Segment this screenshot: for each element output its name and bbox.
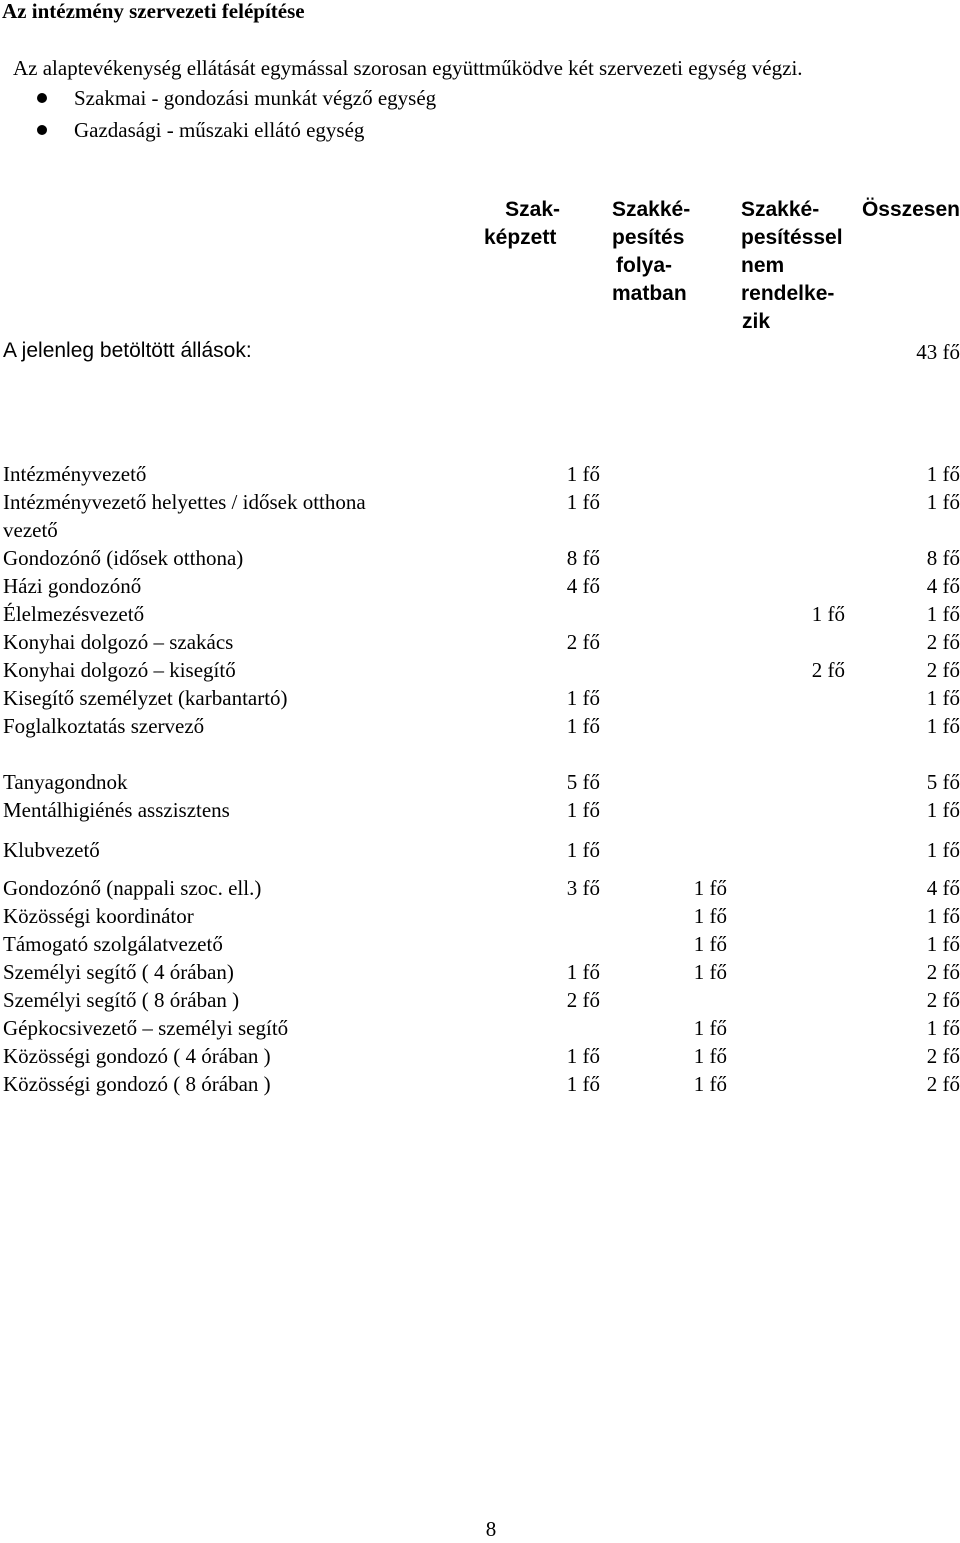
table-row	[0, 600, 960, 628]
table-row	[0, 572, 960, 600]
qualified-count: 1 fő	[566, 1072, 600, 1096]
total-count: 1 fő	[926, 602, 960, 626]
position-label: Közösségi gondozó ( 4 órában )	[3, 1044, 271, 1068]
qualified-count: 1 fő	[566, 714, 600, 738]
position-label: Intézményvezető	[3, 462, 147, 486]
position-label: Klubvezető	[3, 838, 100, 862]
header-line: pesítés	[612, 226, 685, 249]
table-row	[0, 1070, 960, 1098]
header-line: Összesen	[861, 198, 960, 221]
table-row	[0, 768, 960, 796]
table-row	[0, 958, 960, 986]
header-line: nem	[741, 254, 785, 277]
total-count: 2 fő	[926, 630, 960, 654]
table-row	[0, 796, 960, 824]
total-count: 1 fő	[926, 904, 960, 928]
position-label: Élelmezésvezető	[3, 602, 145, 626]
in-training-count: 1 fő	[693, 904, 727, 928]
qualified-count: 5 fő	[566, 770, 600, 794]
total-count: 2 fő	[926, 1072, 960, 1096]
qualified-count: 3 fő	[566, 876, 600, 900]
qualified-count: 1 fő	[566, 462, 600, 486]
total-count: 2 fő	[926, 960, 960, 984]
header-line: képzett	[484, 226, 557, 249]
filled-positions-total: 43 fő	[916, 340, 960, 364]
qualified-count: 2 fő	[566, 630, 600, 654]
table-row	[0, 1042, 960, 1070]
in-training-count: 1 fő	[693, 1072, 727, 1096]
header-line: folya-	[616, 254, 673, 277]
total-count: 2 fő	[926, 988, 960, 1012]
position-label: Gondozónő (nappali szoc. ell.)	[3, 876, 262, 900]
table-row	[0, 1014, 960, 1042]
position-label: Intézményvezető helyettes / idősek otthona	[3, 490, 366, 514]
total-count: 1 fő	[926, 838, 960, 862]
position-label: Személyi segítő ( 8 órában )	[3, 988, 240, 1012]
position-label: Gépkocsivezető – személyi segítő	[3, 1016, 289, 1040]
table-row	[0, 712, 960, 740]
position-label: Tanyagondnok	[3, 770, 128, 794]
table-row	[0, 516, 960, 544]
total-count: 2 fő	[926, 1044, 960, 1068]
position-label: Közösségi koordinátor	[3, 904, 194, 928]
table-row	[0, 902, 960, 930]
filled-positions-label: A jelenleg betöltött állások:	[3, 339, 252, 362]
position-label: Házi gondozónő	[3, 574, 142, 598]
table-row	[0, 986, 960, 1014]
page-title: Az intézmény szervezeti felépítése	[2, 0, 305, 23]
unqualified-count: 2 fő	[811, 658, 845, 682]
qualified-count: 1 fő	[566, 798, 600, 822]
list-item-text: Gazdasági - műszaki ellátó egység	[74, 118, 365, 142]
header-line: pesítéssel	[741, 226, 843, 249]
in-training-count: 1 fő	[693, 960, 727, 984]
qualified-count: 1 fő	[566, 960, 600, 984]
position-label: Személyi segítő ( 4 órában)	[3, 960, 234, 984]
header-line: matban	[612, 282, 687, 305]
header-line: zik	[742, 310, 771, 333]
qualified-count: 1 fő	[566, 686, 600, 710]
header-line: Szakké-	[612, 198, 691, 221]
unqualified-count: 1 fő	[811, 602, 845, 626]
position-label: Gondozónő (idősek otthona)	[3, 546, 244, 570]
table-row	[0, 488, 960, 516]
position-label: Mentálhigiénés asszisztens	[3, 798, 230, 822]
list-item-text: Szakmai - gondozási munkát végző egység	[74, 86, 437, 110]
page-number: 8	[485, 1517, 497, 1541]
table-row	[0, 544, 960, 572]
in-training-count: 1 fő	[693, 1044, 727, 1068]
position-label: vezető	[3, 518, 58, 542]
table-row	[0, 628, 960, 656]
qualified-count: 1 fő	[566, 490, 600, 514]
total-count: 1 fő	[926, 714, 960, 738]
total-count: 4 fő	[926, 876, 960, 900]
in-training-count: 1 fő	[693, 932, 727, 956]
qualified-count: 4 fő	[566, 574, 600, 598]
header-line: rendelke-	[741, 282, 835, 305]
position-label: Közösségi gondozó ( 8 órában )	[3, 1072, 271, 1096]
qualified-count: 1 fő	[566, 838, 600, 862]
in-training-count: 1 fő	[693, 876, 727, 900]
total-count: 1 fő	[926, 1016, 960, 1040]
total-count: 5 fő	[926, 770, 960, 794]
table-row	[0, 836, 960, 864]
position-label: Kisegítő személyzet (karbantartó)	[3, 686, 288, 710]
header-line: Szakké-	[741, 198, 820, 221]
total-count: 1 fő	[926, 798, 960, 822]
table-row	[0, 656, 960, 684]
total-count: 1 fő	[926, 490, 960, 514]
position-label: Konyhai dolgozó – szakács	[3, 630, 234, 654]
position-label: Foglalkoztatás szervező	[3, 714, 205, 738]
table-row	[0, 874, 960, 902]
qualified-count: 1 fő	[566, 1044, 600, 1068]
total-count: 4 fő	[926, 574, 960, 598]
total-count: 2 fő	[926, 658, 960, 682]
total-count: 1 fő	[926, 686, 960, 710]
in-training-count: 1 fő	[693, 1016, 727, 1040]
position-label: Támogató szolgálatvezető	[3, 932, 223, 956]
intro-paragraph: Az alaptevékenység ellátását egymással szorosan együttműködve két szervezeti egység végzi.	[13, 56, 803, 80]
total-count: 8 fő	[926, 546, 960, 570]
table-row	[0, 460, 960, 488]
qualified-count: 8 fő	[566, 546, 600, 570]
total-count: 1 fő	[926, 932, 960, 956]
table-row	[0, 684, 960, 712]
total-count: 1 fő	[926, 462, 960, 486]
header-line: Szak-	[505, 198, 560, 221]
table-row	[0, 930, 960, 958]
position-label: Konyhai dolgozó – kisegítő	[3, 658, 236, 682]
qualified-count: 2 fő	[566, 988, 600, 1012]
